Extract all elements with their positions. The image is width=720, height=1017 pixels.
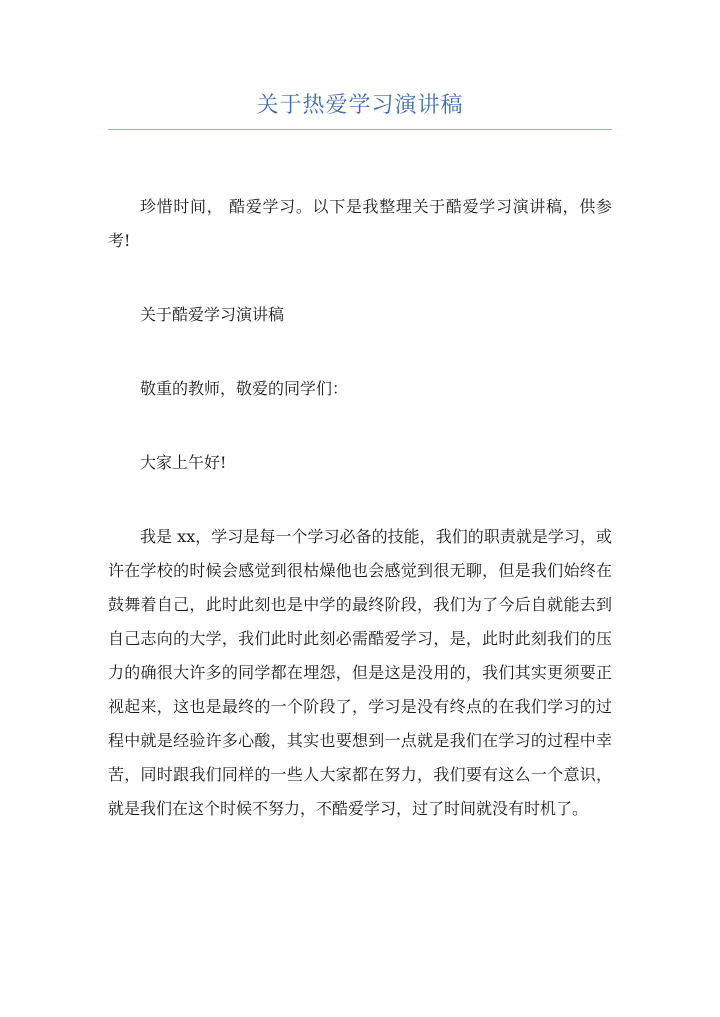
salutation-paragraph: 敬重的教师，敬爱的同学们： — [140, 379, 349, 398]
document-title: 关于热爱学习演讲稿 — [256, 93, 464, 118]
title-divider — [108, 129, 612, 130]
body-paragraph: 我是 xx，学习是每一个学习必备的技能，我们的职责就是学习，或许在学校的时候会感觉到很枯燥他也会感觉到很无聊，但是我们始终在鼓舞着自己，此时此刻也是中学的最终阶段，我们为了今后自就能去到自己志向的大学，我们此时此刻必需酷爱学习，是，此时此刻我们的压力的确很大许多的同学都在埋怨，但是这是没用的，我们其实更须要正视起来，这也是最终的一个阶段了，学习是没有终点的在我们学习的过程中就是经验许多心酸，其实也要想到一点就是我们在学习的过程中幸苦，同时跟我们同样的一些人大家都在努力，我们要有这么一个意识，就是我们在这个时候不努力，不酷爱学习，过了时间就没有时机了。 — [108, 527, 612, 818]
document-body — [108, 190, 612, 826]
intro-paragraph: 珍惜时间， 酷爱学习。以下是我整理关于酷爱学习演讲稿，供参考! — [108, 197, 612, 250]
subtitle-paragraph: 关于酷爱学习演讲稿 — [140, 305, 285, 324]
greeting-paragraph: 大家上午好! — [140, 453, 227, 472]
